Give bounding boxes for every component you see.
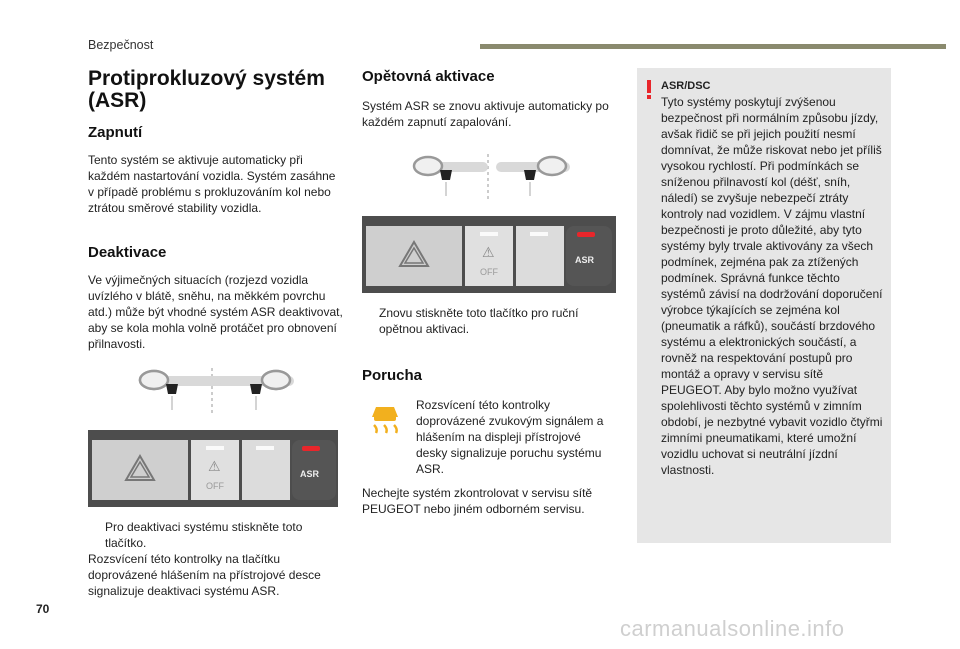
button-panel xyxy=(88,430,338,507)
asr-label-2: ASR xyxy=(575,255,595,265)
off-label: OFF xyxy=(206,481,224,491)
console-figure-1 xyxy=(88,366,338,507)
paragraph-reaktivace: Systém ASR se znovu aktivuje automaticky po každém zapnutí zapalování. xyxy=(362,99,609,129)
bullet-reactivate xyxy=(362,305,617,337)
heading-porucha: Porucha xyxy=(362,367,423,384)
console-figure-2 xyxy=(362,152,616,293)
page-number: 70 xyxy=(36,602,50,616)
traction-off-icon-2: ⚠ xyxy=(482,244,495,260)
heading-reaktivace: Opětovná aktivace xyxy=(362,68,495,85)
paragraph-deaktivace-led: Rozsvícení této kontrolky na tlačítku doprovázené hlášením na přístrojové desce signalizuje deaktivaci systému ASR. xyxy=(88,552,321,598)
bullet-reactivate-text: Znovu stiskněte toto tlačítko pro ruční opětnou aktivaci. xyxy=(379,306,579,336)
bullet-deactivate xyxy=(88,519,343,551)
heading-deaktivace: Deaktivace xyxy=(88,244,167,261)
paragraph-servis: Nechejte systém zkontrolovat v servisu sítě PEUGEOT nebo jiném odborném servisu. xyxy=(362,486,593,516)
steering-wheels-illustration xyxy=(88,366,338,422)
heading-zapnuti: Zapnutí xyxy=(88,124,143,141)
paragraph-zapnuti: Tento systém se aktivuje automaticky při každém nastartování vozidla. Systém zasáhne v případě problému s prokluzováním kol nebo ztrátou směrové stability vozidla. xyxy=(88,153,336,215)
exclamation-icon xyxy=(646,80,652,100)
paragraph-deaktivace: Ve výjimečných situacích (rozjezd vozidla uvízlého v blátě, sněhu, na měkkém povrchu atd.) může být vhodné systém ASR deaktivovat, aby se kola mohla volně protáčet pro obnovení přilnavosti. xyxy=(88,273,343,351)
header-divider xyxy=(480,44,946,49)
watermark: carmanualsonline.info xyxy=(620,616,845,641)
steering-wheels-illustration-2 xyxy=(362,152,616,208)
button-panel-2 xyxy=(362,216,616,293)
warning-content xyxy=(661,78,883,478)
section-label: Bezpečnost xyxy=(88,38,154,52)
paragraph-porucha: Rozsvícení této kontrolky doprovázené zvukovým signálem a hlášením na displeji přístrojové desky signalizuje poruchu systému ASR. xyxy=(416,398,604,476)
off-label-2: OFF xyxy=(480,267,498,277)
column-2 xyxy=(362,68,617,517)
warning-box xyxy=(637,68,891,543)
column-1 xyxy=(88,68,343,599)
warning-title: ASR/DSC xyxy=(661,80,711,92)
warning-text: Tyto systémy poskytují zvýšenou bezpečnost při normálním způsobu jízdy, avšak řidič se při jejich použití nesmí domnívat, že může riskovat nebo jet příliš vysokou rychlostí. Při podmínkách se sníženou přilnavostí kol (déšť, sníh, náledí) se zvyšuje nebezpečí ztráty kontroly nad vozidlem. V zájmu vlastní bezpečnosti je proto důležité, aby tyto systémy byly trvale aktivovány za všech podmínek, zejména pak za ztížených podmínek. Správná funkce těchto systémů závisí na dodržování doporučení výrobce týkajících se zejména kol (pneumatik a ráfků), součástí brzdového systému a elektronických součástí, a rovněž na respektování postupů pro montáž a opravy v servisu sítě PEUGEOT. Aby bylo možno využívat spolehlivosti těchto systémů v zimním období, je nezbytné vybavit vozidlo čtyřmi zimními pneumatikami, které umožní vozidlu uchovat si neutrální jízdní vlastnosti. xyxy=(661,95,883,477)
asr-label: ASR xyxy=(300,469,320,479)
skid-warning-icon xyxy=(368,403,402,439)
page-title: Protiprokluzový systém (ASR) xyxy=(88,67,325,112)
bullet-deactivate-text: Pro deaktivaci systému stiskněte toto tlačítko. xyxy=(105,520,303,550)
traction-off-icon: ⚠ xyxy=(208,458,221,474)
fault-warning-block xyxy=(362,397,617,476)
